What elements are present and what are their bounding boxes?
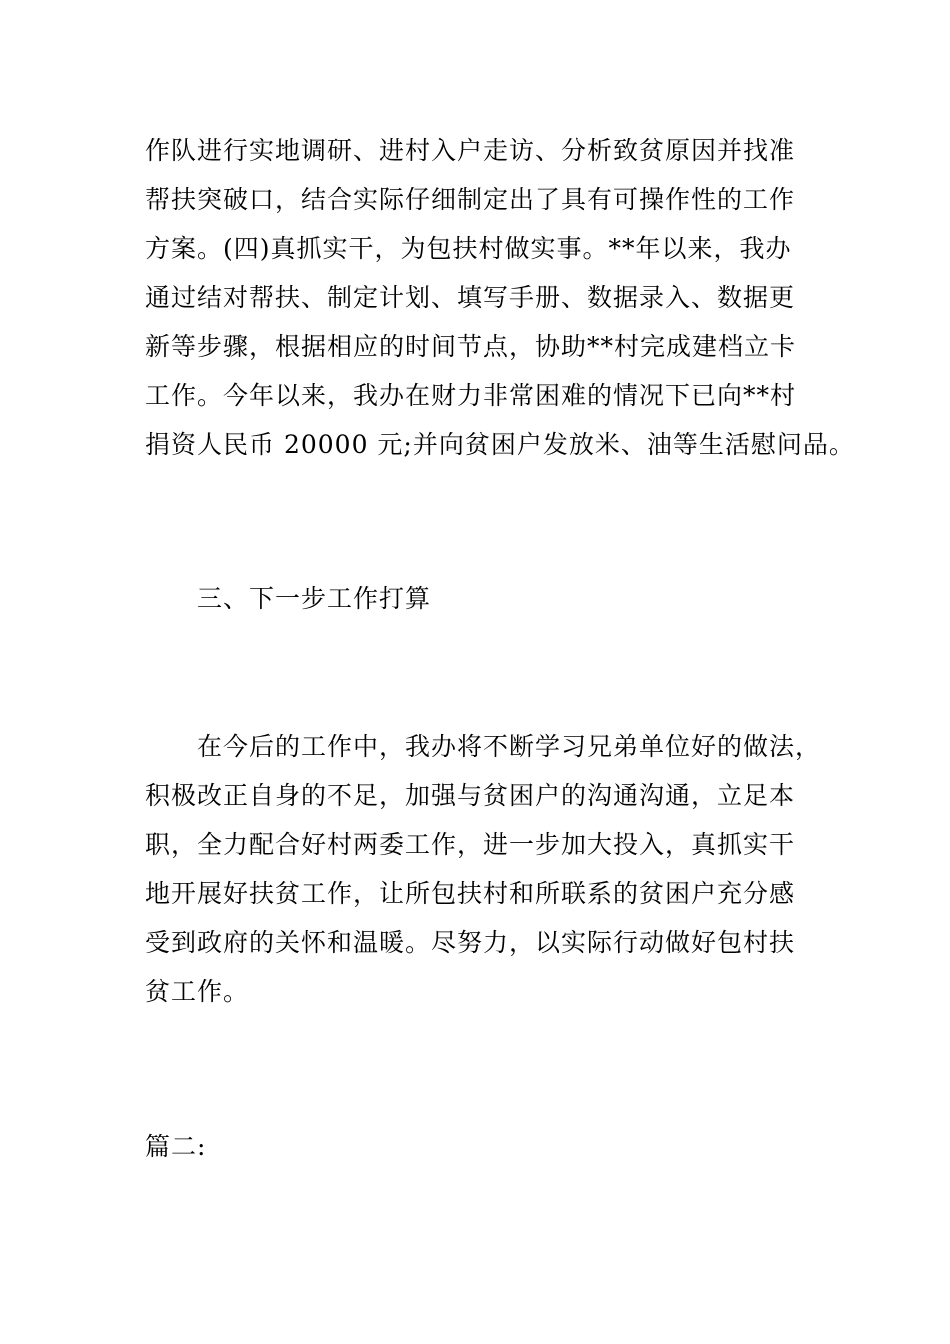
paragraph-line: 地开展好扶贫工作，让所包扶村和所联系的贫困户充分感 xyxy=(145,879,796,908)
paragraph-line: 作队进行实地调研、进村入户走访、分析致贫原因并找准 xyxy=(145,136,796,165)
paragraph-line: 在今后的工作中，我办将不断学习兄弟单位好的做法， xyxy=(145,732,822,761)
part-two-label xyxy=(145,1122,845,1171)
paragraph-line: 捐资人民币 20000 元;并向贫困户发放米、油等生活慰问品。 xyxy=(145,430,855,459)
paragraph-line: 方案。(四)真抓实干，为包扶村做实事。**年以来，我办 xyxy=(145,234,792,263)
paragraph-line: 新等步骤，根据相应的时间节点，协助**村完成建档立卡 xyxy=(145,332,797,361)
paragraph-line: 职，全力配合好村两委工作，进一步加大投入，真抓实干 xyxy=(145,830,796,859)
part-label-text: 篇二: xyxy=(145,1132,207,1161)
paragraph-line: 受到政府的关怀和温暖。尽努力，以实际行动做好包村扶 xyxy=(145,928,796,957)
paragraph-line: 贫工作。 xyxy=(145,977,250,1006)
section-heading-text: 三、下一步工作打算 xyxy=(145,584,432,613)
paragraph-line: 积极改正自身的不足，加强与贫困户的沟通沟通，立足本 xyxy=(145,781,796,810)
paragraph-line: 通过结对帮扶、制定计划、填写手册、数据录入、数据更 xyxy=(145,283,796,312)
paragraph-work-measures xyxy=(145,126,855,469)
paragraph-future-plans xyxy=(145,722,845,1016)
paragraph-line: 工作。今年以来，我办在财力非常困难的情况下已向**村 xyxy=(145,381,797,410)
section-heading-next-steps xyxy=(145,574,845,623)
paragraph-line: 帮扶突破口，结合实际仔细制定出了具有可操作性的工作 xyxy=(145,185,796,214)
